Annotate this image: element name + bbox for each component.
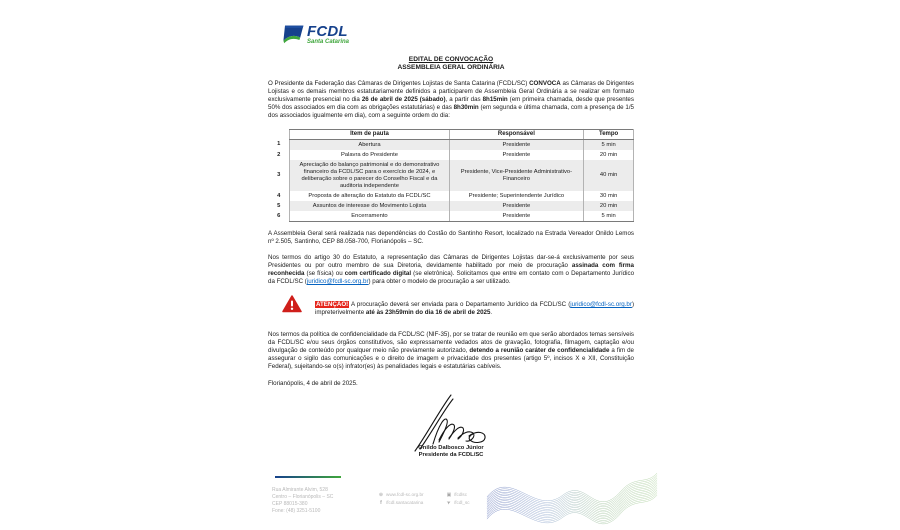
header-item: Item de pauta bbox=[290, 130, 449, 140]
website-text: www.fcdl-sc.org.br bbox=[386, 492, 424, 497]
table-header-row bbox=[268, 130, 634, 140]
row-time: 20 min bbox=[584, 201, 634, 211]
text-segment: CONVOCA bbox=[529, 80, 561, 87]
email-link[interactable]: juridico@fcdl-sc.org.br bbox=[570, 301, 632, 309]
table-row bbox=[268, 140, 634, 151]
text-segment: ATENÇÃO! bbox=[316, 301, 349, 309]
warning-text bbox=[315, 301, 634, 317]
text-segment: (em segunda e última chamada, com a presença de 1/5 dos associados igualmente em dia), com a seguinte ordem do dia: bbox=[268, 104, 634, 119]
table-row bbox=[268, 150, 634, 160]
twitter-handle: /fcdl_sc bbox=[454, 500, 470, 505]
row-responsible: Presidente bbox=[449, 150, 584, 160]
text-segment: Nos termos da política de confidencialidade da FCDL/SC (NIF-35), por se tratar de reunião em que serão abordados temas sensíveis da FCDL/SC e/ou seus órgãos constitutivos, são expressamente vedados atos de gravação, fotografia, filmagem, captação e/ou divulgação de conteúdo por qualquer meio não previamente autorizado, bbox=[268, 331, 634, 355]
fcdl-logo-text bbox=[307, 24, 349, 46]
row-item: Palavra do Presidente bbox=[290, 150, 449, 160]
email-link[interactable]: juridico@fcdl-sc.org.br bbox=[306, 278, 369, 285]
row-number: 1 bbox=[277, 141, 281, 148]
facebook-handle: /fcdl.santacatarina bbox=[386, 500, 424, 505]
table-row bbox=[268, 160, 634, 191]
row-time: 40 min bbox=[584, 160, 634, 191]
document-body bbox=[268, 24, 634, 459]
text-segment: Nos termos do artigo 30 do Estatuto, a representação das Câmaras de Dirigentes Lojistas dar-se-á exclusivamente por seus Presidentes ou por outro membro de sua Diretoria, devidamente habilitado por meio de procuração bbox=[268, 254, 634, 269]
facebook-link[interactable] bbox=[378, 500, 440, 506]
text-segment: 26 de abril de 2025 (sábado) bbox=[361, 96, 446, 103]
text-segment: 8h30min bbox=[453, 104, 479, 111]
signer-role: Presidente da FCDL/SC bbox=[418, 451, 484, 458]
website-link[interactable] bbox=[378, 492, 440, 498]
text-segment: a fim de assegurar o sigilo das comunicações e o direito de imagem e privacidade dos presentes (artigo 5º, incisos X e XII, Constituição Federal), sujeitando-se o(s) infrator(es) às penalidades legais e estatutárias cabíveis. bbox=[268, 347, 634, 371]
table-row bbox=[268, 191, 634, 201]
row-time: 5 min bbox=[584, 140, 634, 151]
fcdl-logo bbox=[281, 24, 634, 54]
agenda-table bbox=[268, 129, 634, 222]
row-time: 20 min bbox=[584, 150, 634, 160]
text-segment: 8h15min bbox=[482, 96, 508, 103]
table-row bbox=[268, 211, 634, 222]
address-line: Centro – Florianópolis – SC bbox=[272, 494, 334, 500]
footer-address bbox=[272, 487, 333, 515]
row-responsible: Presidente, Vice-Presidente Administrativo-Financeiro bbox=[449, 160, 584, 191]
proxy-paragraph bbox=[268, 254, 634, 286]
document-title bbox=[268, 56, 634, 72]
handwritten-signature-icon bbox=[407, 394, 495, 452]
text-segment: até às 23h59min do dia 16 de abril de 2025 bbox=[365, 309, 491, 317]
logo-region: Santa Catarina bbox=[307, 39, 350, 45]
instagram-link[interactable] bbox=[446, 492, 470, 498]
confidentiality-paragraph bbox=[268, 331, 634, 371]
text-segment: assinada com firma reconhecida bbox=[268, 262, 634, 277]
text-segment: . bbox=[490, 309, 493, 317]
globe-icon: ⊕ bbox=[378, 492, 384, 498]
row-responsible: Presidente bbox=[449, 201, 584, 211]
row-item: Abertura bbox=[290, 140, 449, 151]
header-time: Tempo bbox=[584, 130, 634, 140]
logo-brand: FCDL bbox=[307, 23, 348, 40]
text-segment: detendo a reunião caráter de confidencialidade bbox=[469, 347, 610, 355]
facebook-icon: f bbox=[380, 500, 382, 506]
footer-social-links bbox=[378, 492, 470, 506]
header-responsible: Responsável bbox=[449, 130, 584, 140]
row-time: 30 min bbox=[584, 191, 634, 201]
twitter-link[interactable] bbox=[446, 500, 470, 506]
row-item: Proposta de alteração do Estatuto da FCDL/SC bbox=[290, 191, 449, 201]
dateline: Florianópolis, 4 de abril de 2025. bbox=[268, 380, 358, 388]
row-time: 5 min bbox=[584, 211, 634, 222]
instagram-handle: /fcdlsc bbox=[454, 492, 468, 497]
footer-divider bbox=[275, 476, 341, 478]
twitter-icon: ➤ bbox=[445, 499, 453, 507]
row-responsible: Presidente bbox=[449, 211, 584, 222]
title-line-2: ASSEMBLEIA GERAL ORDINÁRIA bbox=[397, 64, 505, 71]
row-number: 5 bbox=[277, 202, 281, 209]
instagram-icon: ▣ bbox=[446, 492, 452, 498]
text-segment: ) impreterivelmente bbox=[315, 301, 634, 317]
row-number: 4 bbox=[277, 192, 281, 199]
row-item: Assuntos de interesse do Movimento Lojista bbox=[290, 201, 449, 211]
text-segment: com certificado digital bbox=[344, 270, 412, 277]
text-segment: , a partir das bbox=[445, 96, 483, 103]
text-segment: (se eletrônica). Solicitamos que entre em contato com o Departamento Jurídico da FCDL/SC ( bbox=[268, 270, 635, 285]
address-line: Fone: (48) 3251-5100 bbox=[272, 508, 321, 514]
row-number: 2 bbox=[277, 151, 281, 158]
title-line-1: EDITAL DE CONVOCAÇÃO bbox=[408, 56, 494, 63]
row-number: 6 bbox=[277, 212, 281, 219]
wave-decoration bbox=[483, 455, 661, 530]
text-segment: (em primeira chamada, desde que presentes 50% dos associados em dia com as obrigações estatutárias) e das bbox=[268, 96, 634, 111]
row-item: Apreciação do balanço patrimonial e do demonstrativo financeiro da FCDL/SC para o exercício de 2024, e deliberação sobre o parecer do Conselho Fiscal e da auditoria independente bbox=[290, 160, 449, 191]
text-segment: as Câmaras de Dirigentes Lojistas e os demais membros estatutariamente definidos a participarem de Assembleia Geral Ordinária a se realizar em formato exclusivamente presencial no dia bbox=[268, 80, 634, 103]
row-number: 3 bbox=[277, 172, 281, 178]
fcdl-flag-icon bbox=[281, 24, 305, 48]
text-segment: A procuração deverá ser enviada para o Departamento Jurídico da FCDL/SC ( bbox=[349, 301, 571, 309]
intro-paragraph bbox=[268, 80, 634, 120]
signature-block bbox=[386, 394, 516, 459]
text-segment: O Presidente da Federação das Câmaras de Dirigentes Lojistas de Santa Catarina (FCDL/SC) bbox=[268, 80, 530, 87]
text-segment: ) para obter o modelo de procuração a ser utilizado. bbox=[368, 278, 511, 285]
table-row bbox=[268, 201, 634, 211]
row-responsible: Presidente; Superintendente Jurídico bbox=[449, 191, 584, 201]
address-line: CEP 88015-380 bbox=[272, 501, 308, 507]
warning-block bbox=[282, 295, 634, 323]
location-paragraph: A Assembleia Geral será realizada nas dependências do Costão do Santinho Resort, localizado na Estrada Vereador Onildo Lemos nº 2.505, Santinho, CEP 88.058-700, Florianópolis – SC. bbox=[268, 230, 634, 245]
warning-triangle-icon bbox=[282, 295, 302, 313]
row-responsible: Presidente bbox=[449, 140, 584, 151]
row-item: Encerramento bbox=[290, 211, 449, 222]
signer-name: Onildo Dalbosco Júnior bbox=[418, 444, 484, 451]
address-line: Rua Almirante Alvim, 528 bbox=[272, 487, 328, 493]
header-number bbox=[268, 130, 290, 140]
text-segment: (se física) ou bbox=[304, 270, 345, 277]
